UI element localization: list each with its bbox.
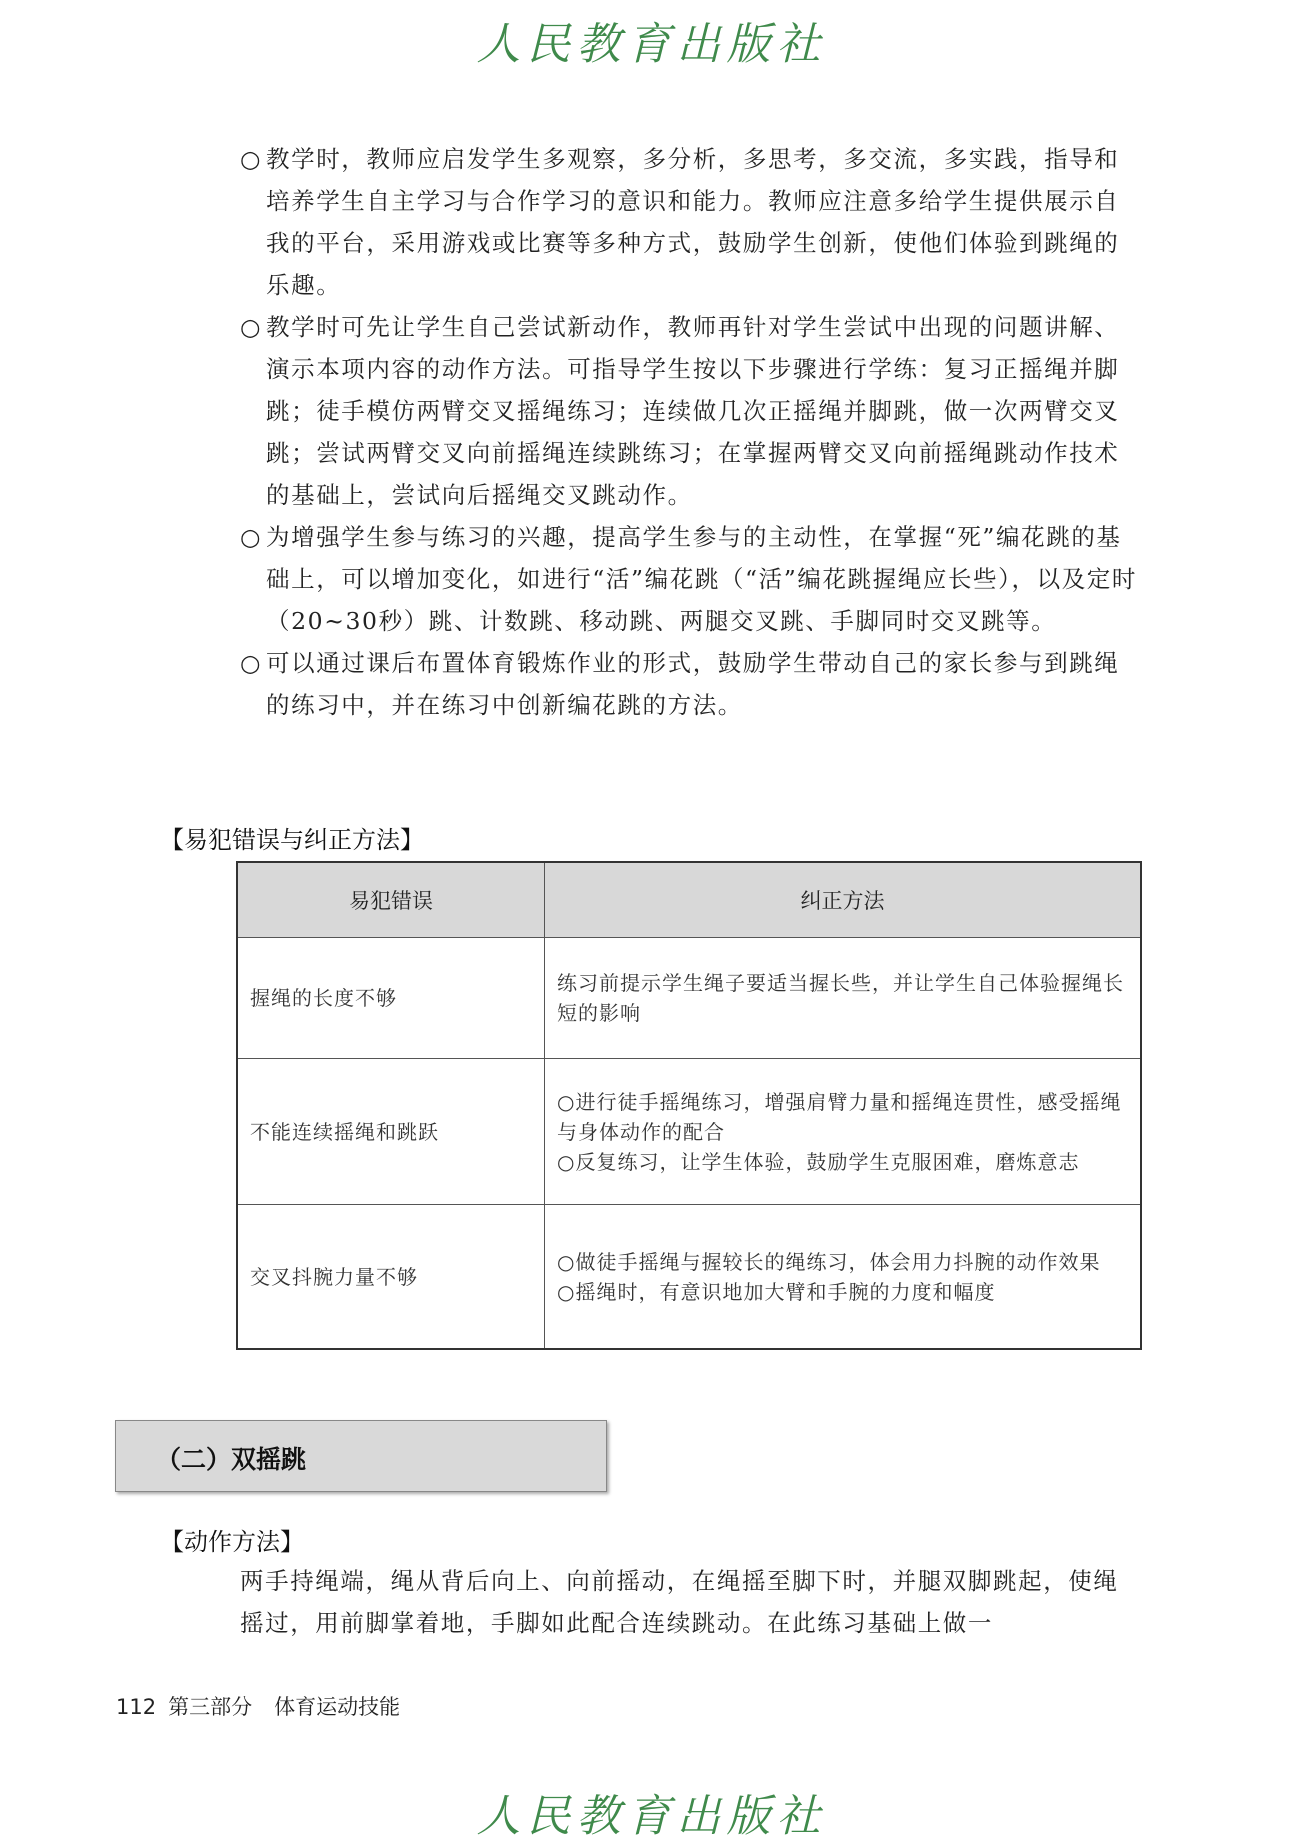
correction-cell <box>545 1059 1142 1205</box>
tip-text: 教学时可先让学生自己尝试新动作，教师再针对学生尝试中出现的问题讲解、演示本项内容的动作方法。可指导学生按以下步骤进行学练：复习正摇绳并脚跳；徒手模仿两臂交叉摇绳练习；连续做几次正摇绳并脚跳，做一次两臂交叉跳；尝试两臂交叉向前摇绳连续跳练习；在掌握两臂交叉向前摇绳跳动作技术的基础上，尝试向后摇绳交叉跳动作。 <box>266 313 1120 509</box>
error-cell: 交叉抖腕力量不够 <box>237 1205 545 1350</box>
method-heading: 【动作方法】 <box>160 1528 304 1556</box>
tip-item <box>240 138 1140 306</box>
error-cell: 不能连续摇绳和跳跃 <box>237 1059 545 1205</box>
error-cell: 握绳的长度不够 <box>237 938 545 1059</box>
correction-line: ○摇绳时，有意识地加大臂和手腕的力度和幅度 <box>557 1279 996 1304</box>
tip-text: 为增强学生参与练习的兴趣，提高学生参与的主动性，在掌握“死”编花跳的基础上，可以增加变化，如进行“活”编花跳（“活”编花跳握绳应长些），以及定时（20~30秒）跳、计数跳、移动跳、两腿交叉跳、手脚同时交叉跳等。 <box>266 523 1138 635</box>
teaching-tips-list <box>240 138 1140 726</box>
errors-heading: 【易犯错误与纠正方法】 <box>160 826 424 854</box>
correction-line: ○进行徒手摇绳练习，增强肩臂力量和摇绳连贯性，感受摇绳与身体动作的配合 <box>557 1089 1122 1144</box>
tip-item <box>240 516 1140 642</box>
tip-item <box>240 642 1140 726</box>
publisher-watermark-bottom: 人民教育出版社 <box>476 1791 827 1842</box>
table-row <box>237 938 1141 1059</box>
page-footer <box>116 1691 400 1721</box>
correction-cell <box>545 938 1142 1059</box>
tip-item <box>240 306 1140 516</box>
circle-bullet-icon: ○ <box>240 313 263 341</box>
correction-line: ○反复练习，让学生体验，鼓励学生克服困难，磨炼意志 <box>557 1149 1080 1174</box>
page-number: 112 <box>116 1695 157 1719</box>
footer-title: 体育运动技能 <box>274 1695 401 1719</box>
publisher-watermark-top: 人民教育出版社 <box>476 19 827 70</box>
tip-text: 可以通过课后布置体育锻炼作业的形式，鼓励学生带动自己的家长参与到跳绳的练习中，并在练习中创新编花跳的方法。 <box>266 649 1120 719</box>
correction-line: 练习前提示学生绳子要适当握长些，并让学生自己体验握绳长短的影响 <box>557 971 1124 1025</box>
section-title-box <box>115 1420 607 1492</box>
table-row <box>237 1059 1141 1205</box>
table-row <box>237 1205 1141 1350</box>
circle-bullet-icon: ○ <box>240 649 263 677</box>
footer-part: 第三部分 <box>168 1695 253 1719</box>
circle-bullet-icon: ○ <box>240 145 263 173</box>
table-header-row <box>237 862 1141 938</box>
correction-line: ○做徒手摇绳与握较长的绳练习，体会用力抖腕的动作效果 <box>557 1249 1101 1274</box>
correction-cell <box>545 1205 1142 1350</box>
circle-bullet-icon: ○ <box>240 523 263 551</box>
header-error: 易犯错误 <box>237 862 545 938</box>
method-paragraph: 两手持绳端，绳从背后向上、向前摇动，在绳摇至脚下时，并腿双脚跳起，使绳摇过，用前脚掌着地，手脚如此配合连续跳动。在此练习基础上做一 <box>240 1567 1119 1637</box>
header-correction: 纠正方法 <box>545 862 1142 938</box>
section-title: （二）双摇跳 <box>156 1445 307 1474</box>
tip-text: 教学时，教师应启发学生多观察，多分析，多思考，多交流，多实践，指导和培养学生自主学习与合作学习的意识和能力。教师应注意多给学生提供展示自我的平台，采用游戏或比赛等多种方式，鼓励学生创新，使他们体验到跳绳的乐趣。 <box>266 145 1120 299</box>
errors-table <box>236 861 1142 1350</box>
